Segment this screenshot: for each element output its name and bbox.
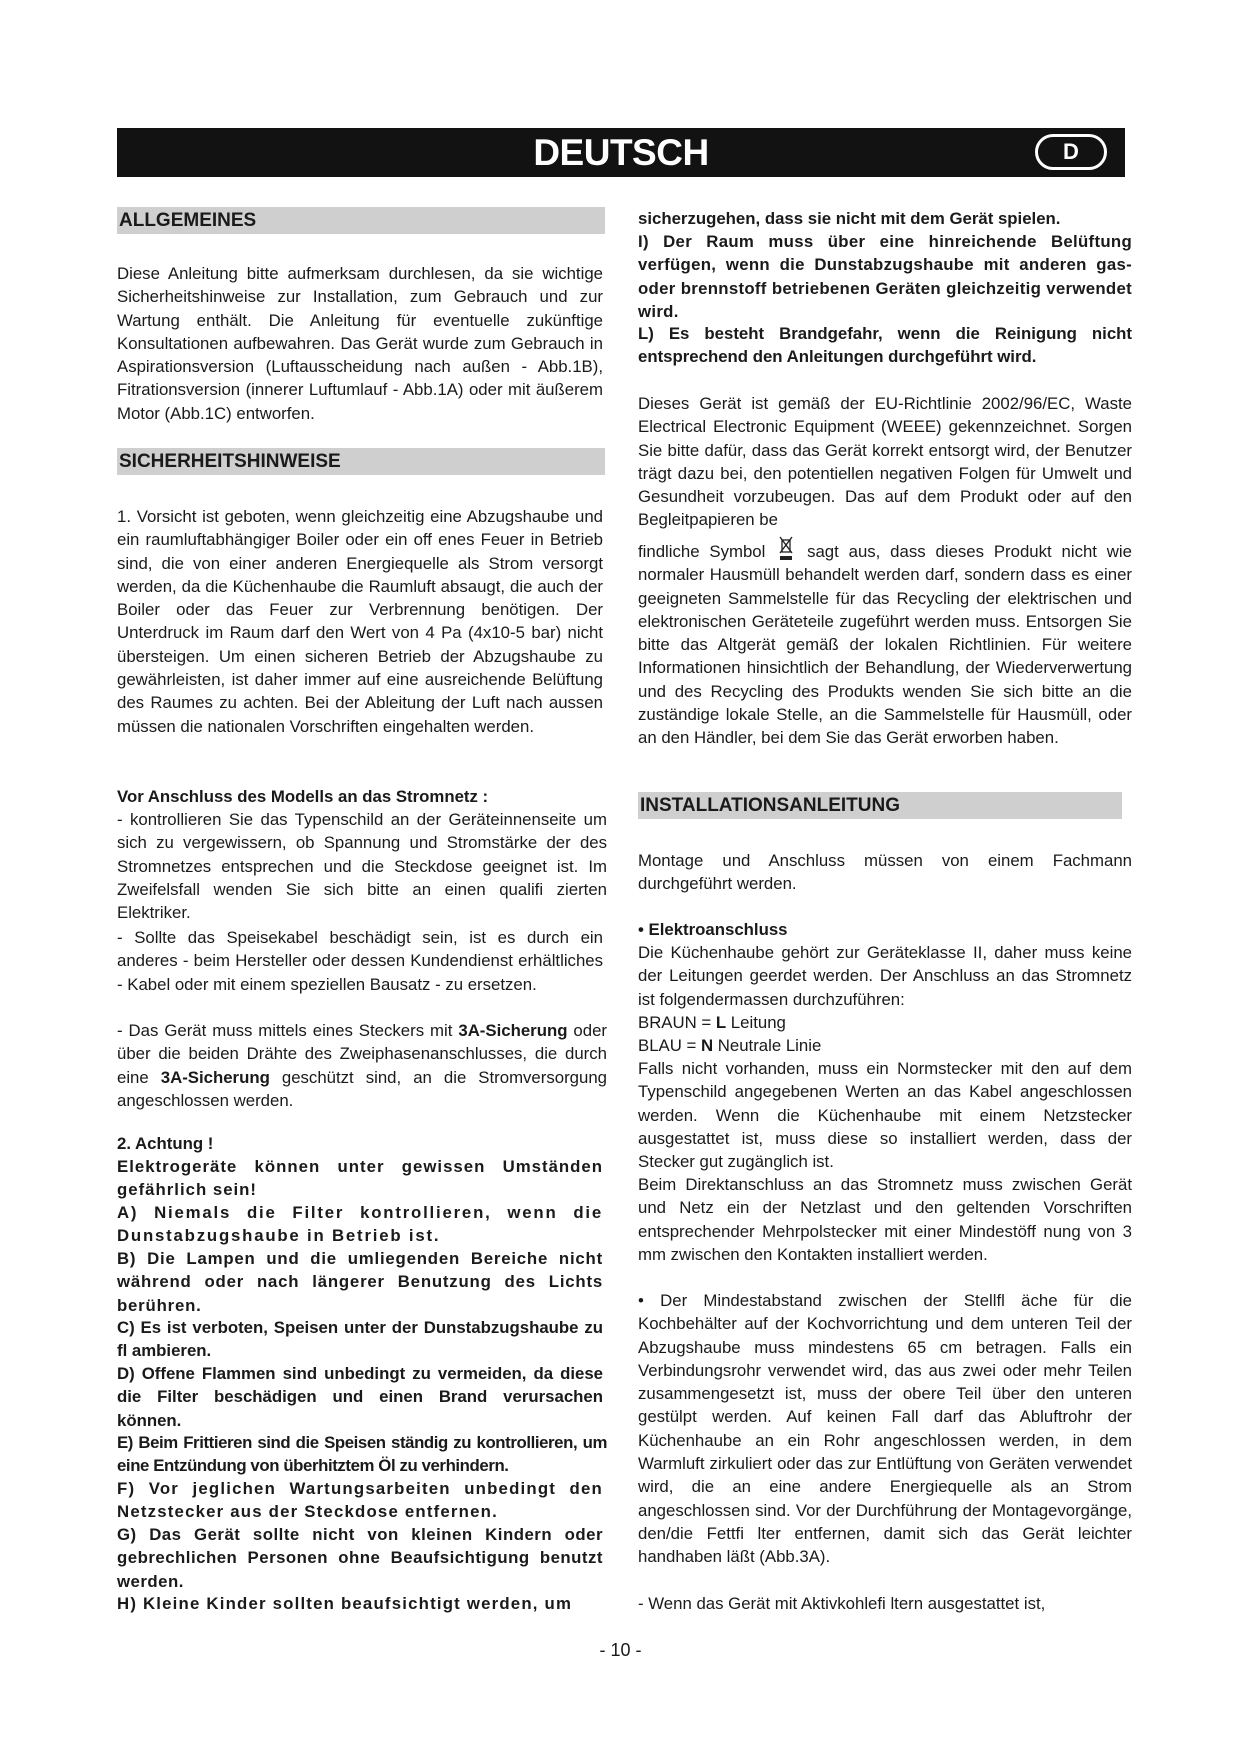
- section-heading-allgemeines: ALLGEMEINES: [117, 207, 605, 234]
- achtung-h: H) Kleine Kinder sollten beaufsichtigt werden, um: [117, 1594, 573, 1613]
- weee-bin-icon: [778, 535, 794, 561]
- weee-text-2a: findliche Symbol: [638, 542, 766, 561]
- language-banner: [117, 128, 1125, 177]
- achtung-a: A) Niemals die Filter kontrollieren, wenn die Dunstabzugshaube in Betrieb ist.: [117, 1203, 603, 1246]
- achtung-b: B) Die Lampen und die umliegenden Bereiche nicht während oder nach längerer Benutzung des Lichts berühren.: [117, 1249, 603, 1315]
- anschluss-3-fuse-b: 3A-Sicherung: [160, 1067, 270, 1087]
- braun-label: BRAUN =: [638, 1013, 716, 1032]
- banner-title: DEUTSCH: [533, 132, 709, 173]
- anschluss-3-fuse-a: 3A-Sicherung: [458, 1021, 568, 1040]
- aktivkohle-text: - Wenn das Gerät mit Aktivkohlefi ltern ausgestattet ist,: [638, 1594, 1046, 1613]
- blau-label: BLAU =: [638, 1036, 701, 1055]
- blau-letter: N: [700, 1036, 714, 1055]
- achtung-c: C) Es ist verboten, Speisen unter der Dunstabzugshaube zu fl ambieren.: [117, 1318, 603, 1361]
- achtung-lead: Elektrogeräte können unter gewissen Umständen gefährlich sein!: [117, 1157, 603, 1200]
- anschluss-3-text-c: geschützt sind, an die Stromversorgung angeschlossen werden.: [117, 1067, 608, 1110]
- weee-text-1: Dieses Gerät ist gemäß der EU-Richtlinie 2002/96/EC, Waste Electrical Electronic Equipment (WEEE) gekennzeichnet. Sorgen Sie bitte dafür, dass das Gerät korrekt entsorgt wird, der Benutzer trägt dazu bei, den potentiellen negativen Folgen für Umwelt und Gesundheit vorzubeugen. Das auf dem Produkt oder auf den Begleitpapieren be: [638, 394, 1132, 530]
- anschluss-3-text-a: - Das Gerät muss mittels eines Steckers mit: [117, 1021, 459, 1040]
- achtung-d: D) Offene Flammen sind unbedingt zu vermeiden, da diese die Filter beschädigen und einen Brand verursachen können.: [117, 1364, 603, 1430]
- elektro-text-2: Falls nicht vorhanden, muss ein Normstecker mit den auf dem Typenschild angegebenen Werten an das Kabel angeschlossen werden. Wenn die Küchenhaube mit einem Netzstecker ausgestattet ist, muss diese so installiert werden, dass der Stecker gut zugänglich ist.: [638, 1059, 1132, 1172]
- achtung-title: 2. Achtung !: [117, 1134, 214, 1153]
- achtung-i: I) Der Raum muss über eine hinreichende Belüftung verfügen, wenn die Dunstabzugshaube mit anderen gas- oder brennstoff betriebenen Geräten gleichzeitig verwendet wird.: [638, 232, 1132, 321]
- install-text: Montage und Anschluss müssen von einem Fachmann durchgeführt werden.: [638, 851, 1132, 894]
- anschluss-item-2: - Sollte das Speisekabel beschädigt sein, ist es durch ein anderes - beim Hersteller oder dessen Kundendienst erhältliches - Kabel oder mit einem speziellen Bausatz - zu ersetzen.: [117, 928, 603, 994]
- elektro-text-3: Beim Direktanschluss an das Stromnetz muss zwischen Gerät und Netz ein der Netzlast und den geltenden Vorschriften entsprechender Mehrpolstecker mit einer Mindestöff nung von 3 mm zwischen den Kontakten installiert werden.: [638, 1175, 1132, 1264]
- language-badge: D: [1035, 134, 1107, 170]
- achtung-f: F) Vor jeglichen Wartungsarbeiten unbedingt den Netzstecker aus der Steckdose entfernen.: [117, 1479, 603, 1522]
- achtung-e: E) Beim Frittieren sind die Speisen ständig zu kontrollieren, um eine Entzündung von überhitztem Öl zu verhindern.: [117, 1433, 607, 1476]
- sicherheit-text: 1. Vorsicht ist geboten, wenn gleichzeitig eine Abzugshaube und ein raumluftabhängiger Boiler oder ein off enes Feuer in Betrieb sind, die von einer anderen Energiequelle als Strom versorgt werden, da die Küchenhaube die Raumluft absaugt, die auch der Boiler oder das Feuer zur Verbrennung benötigen. Der Unterdruck im Raum darf den Wert von 4 Pa (4x10-5 bar) nicht übersteigen. Um einen sicheren Betrieb der Abzugshaube zu gewährleisten, ist daher immer auf eine ausreichende Belüftung des Raumes zu achten. Bei der Ableitung der Luft nach aussen müssen die nationalen Vorschriften eingehalten werden.: [117, 507, 603, 736]
- blau-line: [638, 1034, 1132, 1057]
- blau-text: Neutrale Linie: [713, 1036, 822, 1055]
- elektro-heading: • Elektroanschluss: [638, 920, 788, 939]
- weee-text-2: [638, 535, 1132, 750]
- weee-text-2b: sagt aus, dass dieses Produkt nicht wie normaler Hausmüll behandelt werden darf, sondern dass es einer geeigneten Sammelstelle für das Recycling der elektrischen und elektronischen Geräteteile zugeführt werden muss. Entsorgen Sie bitte das Altgerät gemäß der lokalen Richtlinien. Für weitere Informationen hinsichtlich der Behandlung, der Wiederverwertung und des Recycling des Produkts wenden Sie sich bitte an die zuständige lokale Stelle, an die Sammelstelle für Hausmüll, oder an den Händler, bei dem Sie das Gerät erworben haben.: [638, 542, 1132, 748]
- achtung-h-continued: sicherzugehen, dass sie nicht mit dem Gerät spielen.: [638, 209, 1061, 228]
- achtung-l: L) Es besteht Brandgefahr, wenn die Reinigung nicht entsprechend den Anleitungen durchgeführt wird.: [638, 324, 1132, 367]
- braun-letter: L: [715, 1013, 727, 1032]
- page-number: - 10 -: [599, 1640, 642, 1660]
- anschluss-heading: Vor Anschluss des Modells an das Stromnetz :: [117, 787, 489, 806]
- section-heading-installation: INSTALLATIONSANLEITUNG: [638, 792, 1122, 819]
- elektro-text: Die Küchenhaube gehört zur Geräteklasse II, daher muss keine der Leitungen geerdet werden. Der Anschluss an das Stromnetz ist folgendermassen durchzuführen:: [638, 943, 1132, 1009]
- anschluss-3-text-b: oder über die beiden Drähte des Zweiphasenanschlusses, die durch eine: [117, 1021, 608, 1087]
- braun-text: Leitung: [726, 1013, 786, 1032]
- anschluss-item-3: [117, 1019, 607, 1112]
- abstand-text: • Der Mindestabstand zwischen der Stellfl äche für die Kochbehälter auf der Kochvorrichtung und dem unteren Teil der Abzugshaube muss mindestens 65 cm betragen. Falls ein Verbindungsrohr verwendet wird, das aus zwei oder mehr Teilen zusammengesetzt ist, muss der obere Teil über den unteren gestülpt werden. Auf keinen Fall darf das Abluftrohr der Küchenhaube an ein Rohr angeschlossen werden, in dem Warmluft zirkuliert oder das zur Entlüftung von Geräten verwendet wird, die an eine andere Energiequelle als an Strom angeschlossen sind. Vor der Durchführung der Montagevorgänge, den/die Fettfi lter entfernen, damit sich das Gerät leichter handhaben läßt (Abb.3A).: [638, 1291, 1132, 1567]
- braun-line: [638, 1011, 1132, 1034]
- allgemeines-text: Diese Anleitung bitte aufmerksam durchlesen, da sie wichtige Sicherheitshinweise zur Installation, zum Gebrauch und zur Wartung enthält. Die Anleitung für eventuelle zukünftige Konsultationen aufbewahren. Das Gerät wurde zum Gebrauch in Aspirationsversion (Luftausscheidung nach außen - Abb.1B), Fitrationsversion (innerer Luftumlauf - Abb.1A) oder mit äußerem Motor (Abb.1C) entworfen.: [117, 264, 603, 423]
- anschluss-item-1: - kontrollieren Sie das Typenschild an der Geräteinnenseite um sich zu vergewissern, ob Spannung und Stromstärke der des Stromnetzes entsprechen und die Steckdose geeignet ist. Im Zweifelsfall wenden Sie sich bitte an einen qualifi zierten Elektriker.: [117, 810, 607, 923]
- section-heading-sicherheit: SICHERHEITSHINWEISE: [117, 448, 605, 475]
- achtung-g: G) Das Gerät sollte nicht von kleinen Kindern oder gebrechlichen Personen ohne Beaufsichtigung benutzt werden.: [117, 1525, 603, 1591]
